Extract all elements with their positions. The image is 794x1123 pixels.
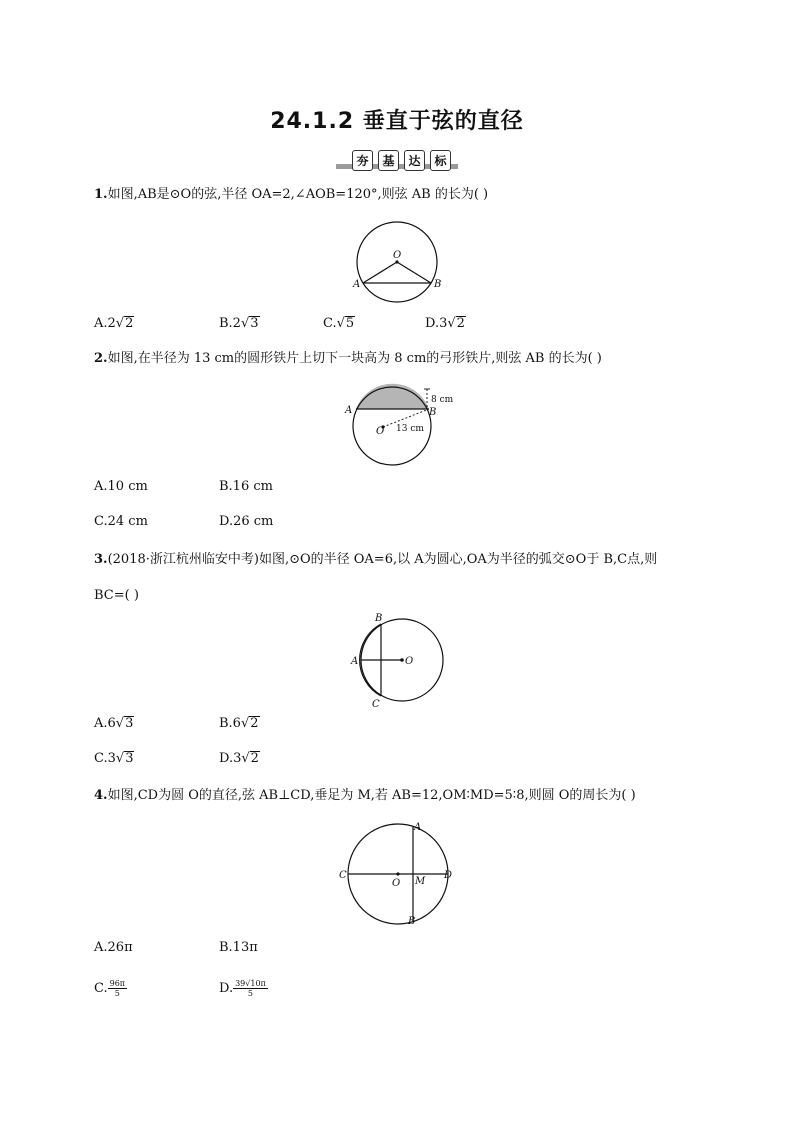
option-b[interactable]: B.16 cm [219,479,273,494]
question-text: (2018·浙江杭州临安中考)如图,⊙O的半径 OA=6,以 A为圆心,OA为半径的弧交⊙O于 B,C点,则 [107,552,658,567]
option-d[interactable]: D.26 cm [219,514,274,529]
label-o: O [376,426,385,437]
label-b: B [375,613,383,624]
figure-4 [336,818,462,930]
center-dot [396,872,399,875]
option-d[interactable]: D.3√2 [219,751,259,766]
option-b[interactable]: B.2√3 [219,316,259,331]
option-d[interactable]: D. $\frac{39√10\pi}{5}$ [219,979,266,998]
question-text: 如图,AB是⊙O的弦,半径 OA=2,∠AOB=120°,则弦 AB 的长为( ) [107,187,489,202]
label-c: C [372,699,380,710]
radius-ob [397,262,431,283]
center-dot [400,658,404,662]
option-a[interactable]: A.6√3 [94,716,134,731]
figure-1 [350,214,450,310]
question-3 [94,551,657,569]
question-text: 如图,CD为圆 O的直径,弦 AB⊥CD,垂足为 M,若 AB=12,OM∶MD=5∶8,则圆 O的周长为( ) [107,788,636,803]
badge-char: 夯 [352,150,373,171]
option-a[interactable]: A.26π [94,940,133,955]
label-o: O [392,878,401,889]
fraction: $\frac{96\pi}{5}$ [109,979,126,998]
question-4 [94,787,636,805]
fraction: $\frac{39√10\pi}{5}$ [235,979,266,998]
question-3-line2: BC=( ) [94,588,139,603]
page-title: 24.1.2 垂直于弦的直径 [270,109,524,134]
option-c[interactable]: C.24 cm [94,514,148,529]
label-o: O [405,656,414,667]
radius-oa [363,262,397,283]
label-d: D [444,870,453,881]
label-b: B [429,407,437,418]
option-b[interactable]: B.6√2 [219,716,259,731]
option-d[interactable]: D.3√2 [425,316,465,331]
question-number: 2. [94,351,108,366]
label-b: B [434,279,442,290]
label-a: A [345,405,353,416]
question-number: 3. [94,552,108,567]
option-c[interactable]: C.√5 [323,316,355,331]
label-b: B [408,916,416,927]
badge-chars [352,150,451,171]
badge-char: 标 [430,150,451,171]
label-c: C [339,870,347,881]
section-badge [336,150,458,172]
label-height: 8 cm [431,395,454,405]
option-a[interactable]: A.2√2 [94,316,134,331]
option-c[interactable]: C. $\frac{96\pi}{5}$ [94,979,126,998]
badge-char: 基 [378,150,399,171]
label-radius: 13 cm [396,424,424,434]
figure-3 [344,610,450,712]
question-text: 如图,在半径为 13 cm的圆形铁片上切下一块高为 8 cm的弓形铁片,则弦 AB 的长为( ) [107,351,602,366]
option-c[interactable]: C.3√3 [94,751,134,766]
label-o: O [393,250,402,261]
question-number: 1. [94,187,108,202]
badge-char: 达 [404,150,425,171]
question-number: 4. [94,788,108,803]
question-2 [94,350,602,368]
figure-2 [336,378,456,470]
label-a: A [351,656,359,667]
option-a[interactable]: A.10 cm [94,479,148,494]
option-b[interactable]: B.13π [219,940,258,955]
label-a: A [353,279,361,290]
question-1 [94,186,488,204]
label-a: A [414,822,422,833]
label-m: M [415,876,426,887]
